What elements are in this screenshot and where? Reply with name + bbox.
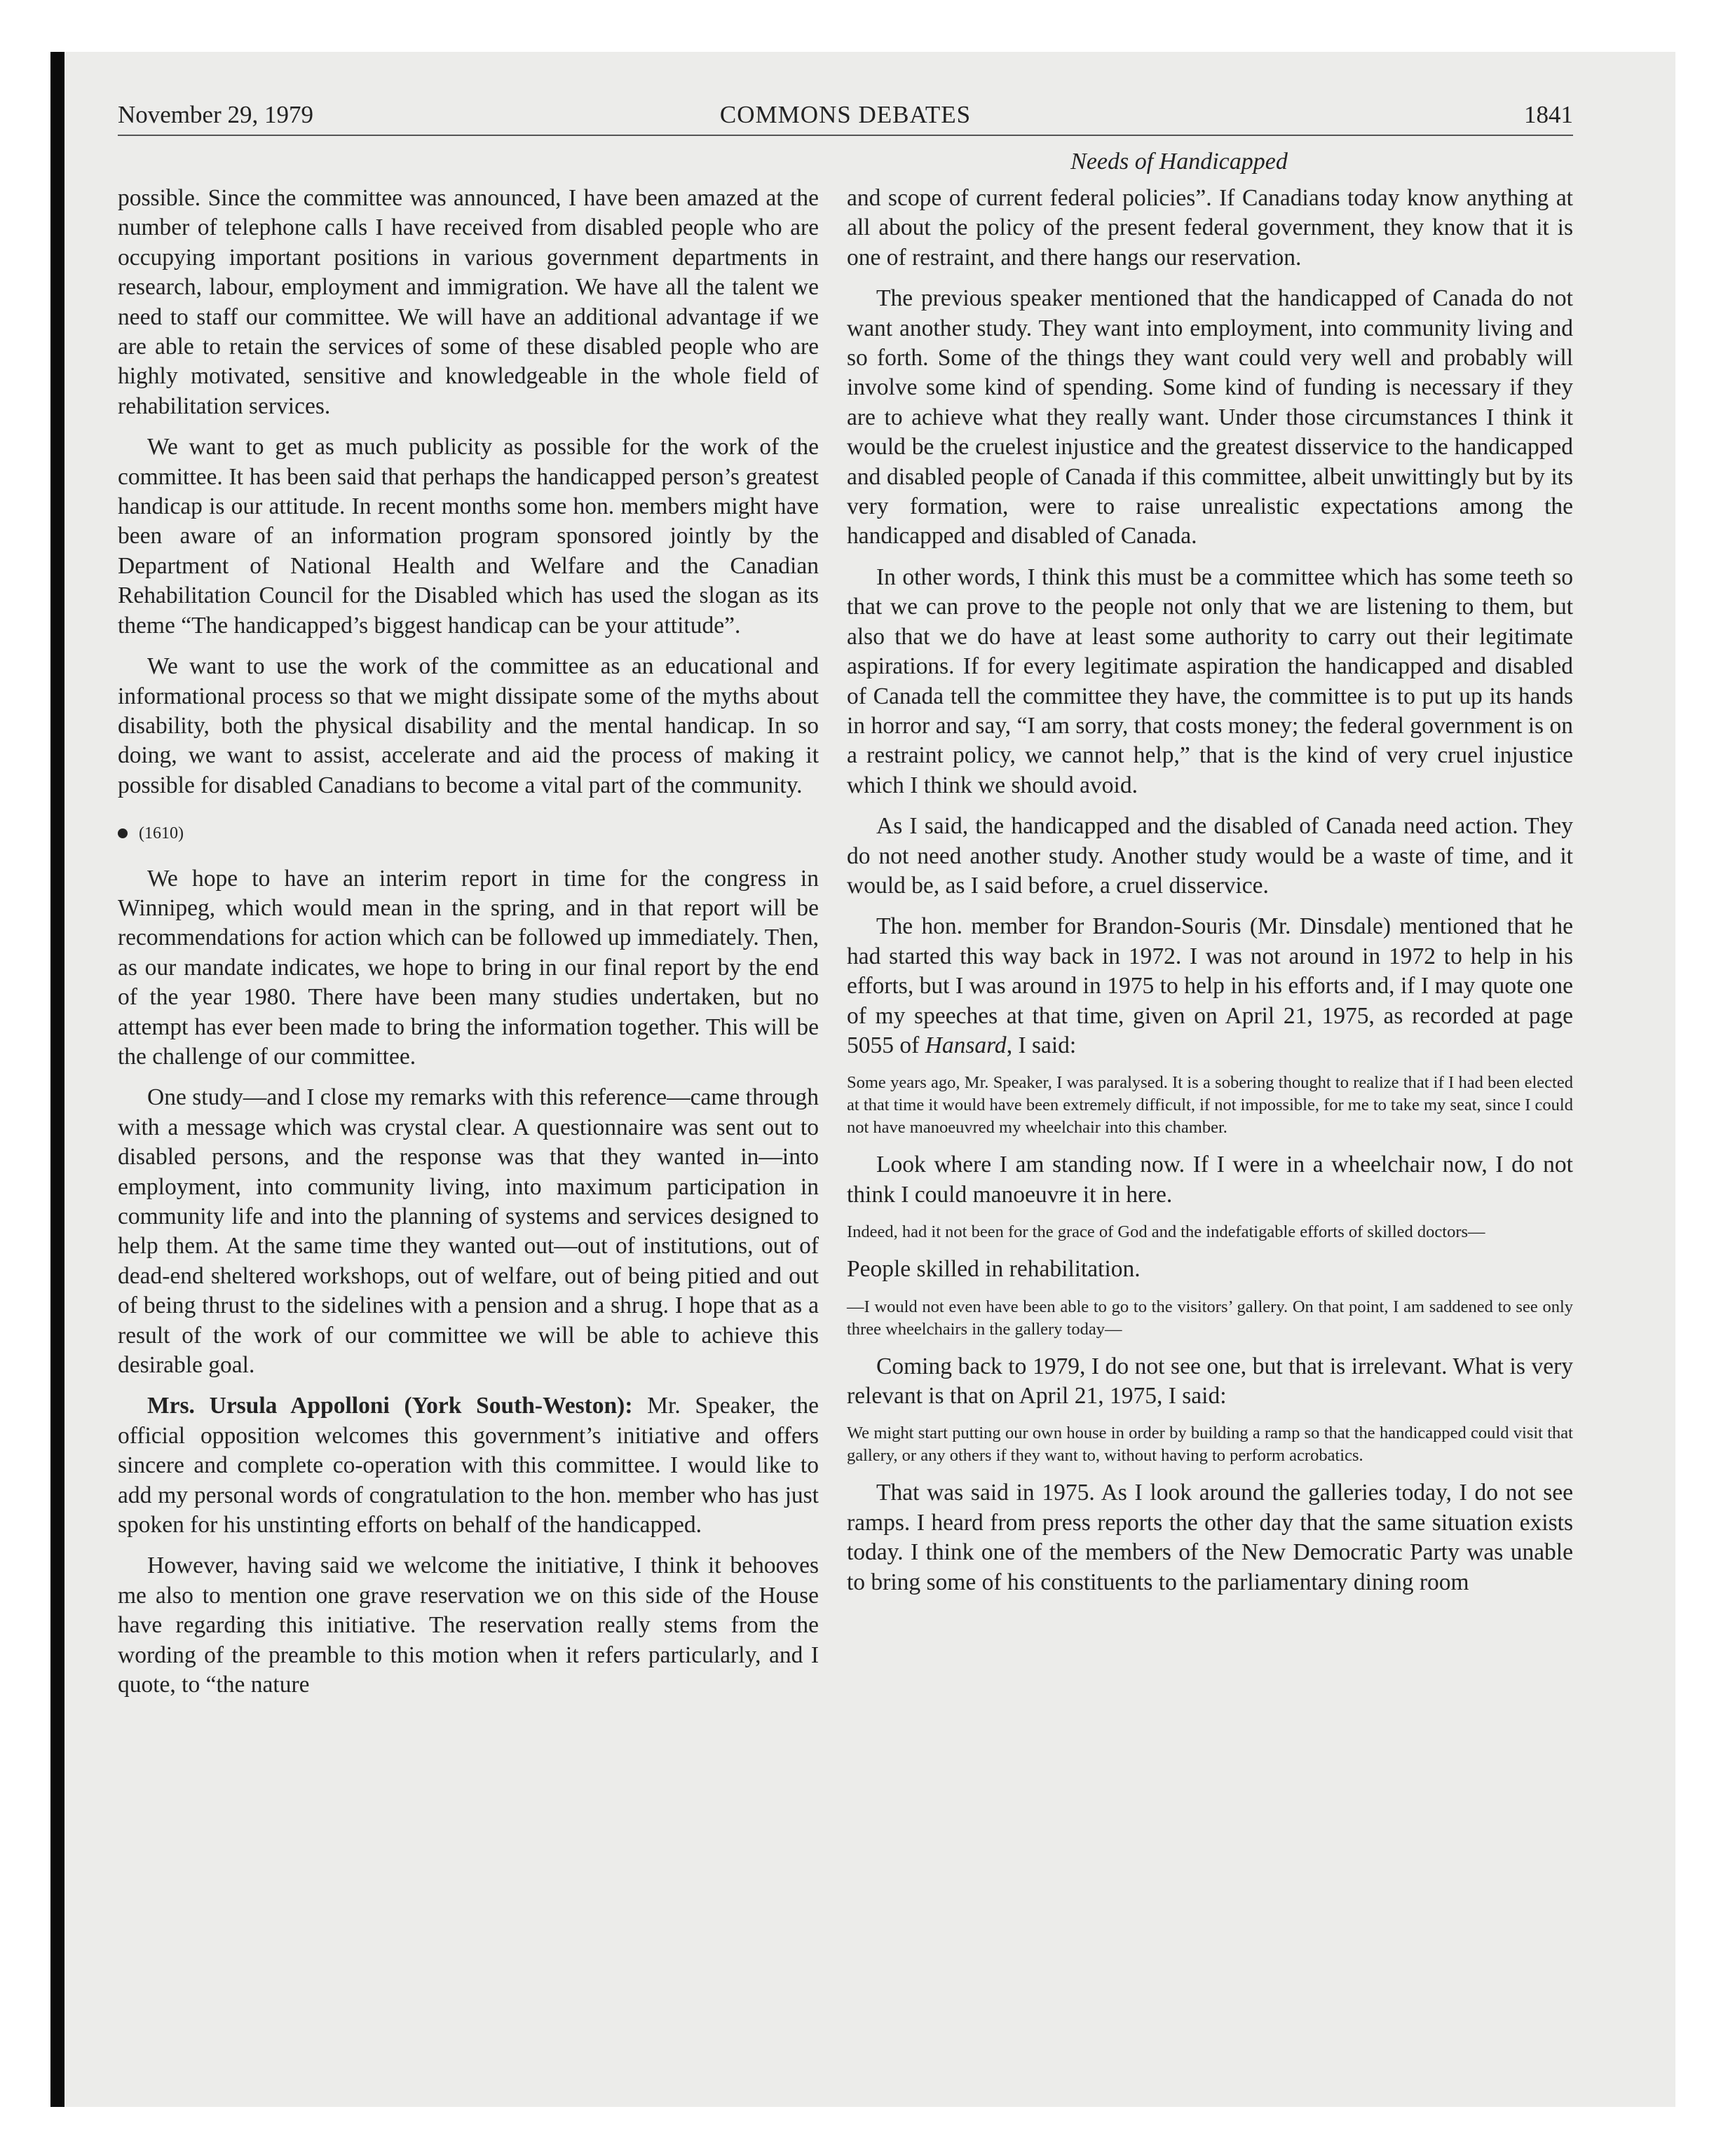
paragraph-text: The hon. member for Brandon-Souris (Mr. Dinsdale) mentioned that he had started this way back in 1972. I was not around in 1972 to help in his efforts, but I was around in 1975 to help in his efforts and, if I may quote one of my speeches at that time, given on April 21, 1975, as recorded at page 5055 of (847, 913, 1573, 1058)
header-publication: COMMONS DEBATES (719, 101, 972, 128)
paragraph-text: , I said: (1006, 1032, 1077, 1058)
paragraph: However, having said we welcome the initiative, I think it behooves me also to mention one grave reservation we on this side of the House have regarding this initiative. The reservation really stems from the wording of the preamble to this motion when it refers particularly, and I quote, to “the nature (118, 1553, 819, 1698)
speaker-text: Mr. Speaker, the official opposition welcomes this government’s initiative and offers sincere and complete co-operation with this committee. I would like to add my personal words of congratulation to the hon. member who has just spoken for his unstinting efforts on behalf of the handicapped. (118, 1393, 819, 1538)
block-quote: We might start putting our own house in order by building a ramp so that the handicapped could visit that gallery, or any others if they want to, without having to perform acrobatics. (847, 1424, 1573, 1466)
left-column (118, 184, 819, 1712)
paragraph: and scope of current federal policies”. If Canadians today know anything at all about the policy of the present federal government, they know that it is one of restraint, and there hangs our reservation. (847, 185, 1573, 271)
header-date: November 29, 1979 (118, 101, 313, 128)
time-marker (118, 819, 819, 848)
paragraph: In other words, I think this must be a committee which has some teeth so that we can prove to the people not only that we are listening to them, but also that we do have at least some authority to carry out their legitimate aspirations. If for every legitimate aspiration the handicapped and disabled of Canada tell the committee they have, the committee is to put up its hands in horror and say, “I am sorry, that costs money; the federal government is on a restraint policy, we cannot help,” that is the kind of very cruel injustice which I think we should avoid. (847, 564, 1573, 798)
hansard-title: Hansard (925, 1032, 1007, 1058)
section-title: Needs of Handicapped (1070, 149, 1288, 175)
bullet-icon (118, 828, 128, 838)
paragraph: Look where I am standing now. If I were in a wheelchair now, I do not think I could manoeuvre it in here. (847, 1152, 1573, 1208)
speaker-paragraph (118, 1391, 819, 1540)
paragraph: That was said in 1975. As I look around the galleries today, I do not see ramps. I heard from press reports the other day that the same situation exists today. I think one of the members of the New Democratic Party was unable to bring some of his constituents to the parliamentary dining room (847, 1480, 1573, 1595)
paragraph: We want to get as much publicity as possible for the work of the committee. It has been said that perhaps the handicapped person’s greatest handicap is our attitude. In recent months some hon. members might have been aware of an information program sponsored jointly by the Department of National Health and Welfare and the Canadian Rehabilitation Council for the Disabled which has used the slogan as its theme “The handicapped’s biggest handicap can be your attitude”. (118, 434, 819, 639)
block-quote: Indeed, had it not been for the grace of God and the indefatigable efforts of skilled doctors— (847, 1222, 1485, 1242)
paragraph: The previous speaker mentioned that the handicapped of Canada do not want another study. They want into employment, into community living and so forth. Some of the things they want could very well and probably will involve some kind of spending. Some kind of funding is necessary if they are to achieve what they really want. Under those circumstances I think it would be the cruelest injustice and the greatest disservice to the handicapped and disabled people of Canada if this committee, albeit unwittingly but by its very formation, were to raise unrealistic expectations among the handicapped and disabled of Canada. (847, 285, 1573, 550)
right-column (847, 184, 1573, 1609)
paragraph: We hope to have an interim report in time for the congress in Winnipeg, which would mean in the spring, and in that report will be recommendations for action which can be followed up immediately. Then, as our mandate indicates, we hope to bring in our final report by the end of the year 1980. There have been many studies undertaken, but no attempt has ever been made to bring the information together. This will be the challenge of our committee. (118, 865, 819, 1070)
speaker-name: Mrs. Ursula Appolloni (York South-Weston): (147, 1393, 633, 1419)
paragraph: We want to use the work of the committee as an educational and informational process so that we might dissipate some of the myths about disability, both the physical disability and the mental handicap. In so doing, we want to assist, accelerate and aid the process of making it possible for disabled Canadians to become a vital part of the community. (118, 653, 819, 798)
paragraph (847, 912, 1573, 1060)
paragraph: possible. Since the committee was announced, I have been amazed at the number of telephone calls I have received from disabled people who are occupying important positions in various government departments in research, labour, employment and immigration. We have all the talent we need to staff our committee. We will have an additional advantage if we are able to retain the services of some of these disabled people who are highly motivated, sensitive and knowledgeable in the whole field of rehabilitation services. (118, 185, 819, 419)
time-marker-label: (1610) (139, 824, 184, 843)
block-quote: —I would not even have been able to go to the visitors’ gallery. On that point, I am saddened to see only three wheelchairs in the gallery today— (847, 1297, 1573, 1339)
block-quote: Some years ago, Mr. Speaker, I was paralysed. It is a sobering thought to realize that if I had been elected at that time it would have been extremely difficult, if not impossible, for me to take my seat, since I could not have manoeuvred my wheelchair into this chamber. (847, 1073, 1573, 1138)
paragraph: People skilled in rehabilitation. (847, 1256, 1141, 1283)
header-page-number: 1841 (1524, 101, 1573, 128)
binding-edge (50, 52, 64, 2107)
paragraph: Coming back to 1979, I do not see one, but that is irrelevant. What is very relevant is that on April 21, 1975, I said: (847, 1353, 1573, 1409)
paragraph: As I said, the handicapped and the disabled of Canada need action. They do not need another study. Another study would be a waste of time, and it would be, as I said before, a cruel disservice. (847, 813, 1573, 899)
paragraph: One study—and I close my remarks with this reference—came through with a message which was crystal clear. A questionnaire was sent out to disabled persons, and the response was that they wanted in—into employment, into community living, into maximum participation in community life and into the planning of systems and services designed to help them. At the same time they wanted out—out of institutions, out of dead-end sheltered workshops, out of welfare, out of being pitied and out of being thrust to the sidelines with a pension and a shrug. I hope that as a result of the work of our committee we will be able to achieve this desirable goal. (118, 1084, 819, 1379)
page-header (118, 95, 1573, 136)
